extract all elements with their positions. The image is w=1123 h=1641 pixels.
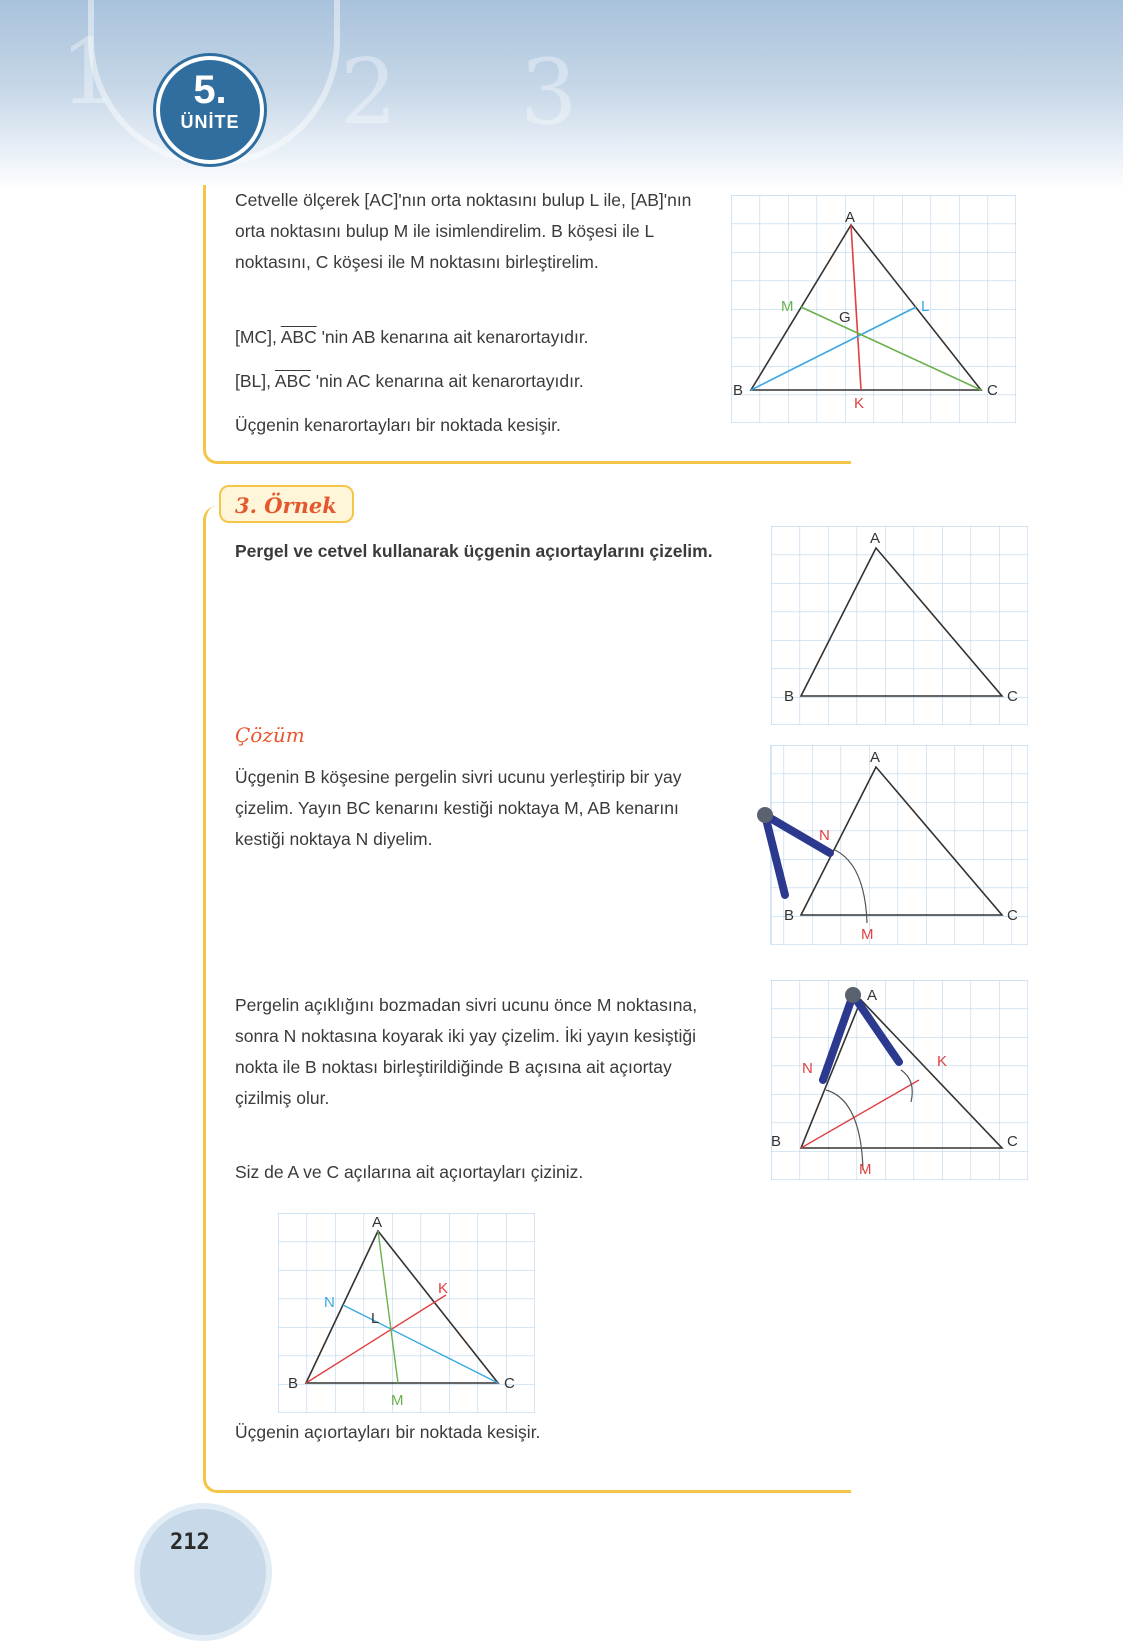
figure-bisector-b: [771, 980, 1028, 1180]
bl-suffix: 'nin AC kenarına ait kenarortayıdır.: [315, 371, 584, 391]
label-b: B: [288, 1375, 299, 1392]
label-a: A: [870, 749, 881, 766]
decorative-number: 2: [340, 40, 398, 145]
bisectors-conclusion: Üçgenin açıortayları bir noktada kesişir.: [235, 1422, 541, 1442]
label-m: M: [391, 1392, 404, 1409]
unit-label: ÜNİTE: [180, 112, 240, 132]
label-b: B: [733, 382, 744, 399]
grid-background: [771, 526, 1028, 725]
task-text: Siz de A ve C açılarına ait açıortayları çiziniz.: [235, 1162, 584, 1182]
label-m: M: [859, 1161, 872, 1178]
unit-badge: [160, 60, 260, 160]
figure-triangle: [771, 526, 1028, 725]
label-a: A: [372, 1214, 383, 1231]
label-l: L: [921, 298, 930, 315]
medians-conclusion: Üçgenin kenarortayları bir noktada kesişir.: [235, 415, 561, 435]
page-number-badge: [134, 1503, 272, 1641]
label-c: C: [1007, 1133, 1018, 1150]
mc-suffix: 'nin AB kenarına ait kenarortayıdır.: [321, 327, 589, 347]
label-m: M: [781, 298, 794, 315]
label-b: B: [784, 907, 795, 924]
mc-statement: [235, 322, 589, 353]
label-k: K: [937, 1053, 948, 1070]
label-n: N: [802, 1060, 813, 1077]
solution-title: Çözüm: [235, 723, 305, 747]
label-c: C: [987, 382, 998, 399]
label-c: C: [504, 1375, 515, 1392]
mc-prefix: [MC],: [235, 327, 277, 347]
decorative-number: 1: [60, 20, 118, 125]
bl-prefix: [BL],: [235, 371, 271, 391]
figure-all-bisectors: [278, 1213, 535, 1413]
page-number: 212: [170, 1530, 210, 1555]
label-c: C: [1007, 907, 1018, 924]
example-tag: 3. Örnek: [219, 485, 354, 523]
intro-paragraph: Cetvelle ölçerek [AC]'nın orta noktasını bulup L ile, [AB]'nın orta noktasını bulup M ile isimlendirelim. B köşesi ile L noktasını, C köşesi ile M noktasını birleştirelim.: [235, 190, 692, 272]
solution-step-2: Pergelin açıklığını bozmadan sivri ucunu önce M noktasına, sonra N noktasına koyarak iki yay çizelim. İki yayın kesiştiği nokta ile B noktası birleştirildiğinde B açısına ait açıortay çizilmiş olur.: [235, 995, 698, 1108]
label-a: A: [845, 209, 856, 226]
label-n: N: [324, 1294, 335, 1311]
grid-background: [771, 980, 1028, 1180]
compass-hinge: [757, 807, 773, 823]
bl-triangle: $\overline{ABC}$: [274, 371, 311, 391]
decorative-number: 3: [520, 40, 578, 145]
grid-background: [731, 195, 1016, 423]
figure-medians: [731, 195, 1016, 423]
figure-compass-arc: [755, 745, 1028, 945]
label-c: C: [1007, 688, 1018, 705]
label-m: M: [861, 926, 874, 943]
example-question: Pergel ve cetvel kullanarak üçgenin açıortaylarını çizelim.: [235, 541, 713, 561]
unit-number: 5.: [193, 68, 227, 112]
label-l: L: [371, 1310, 380, 1327]
label-k: K: [438, 1280, 449, 1297]
compass-hinge: [845, 987, 861, 1003]
label-a: A: [867, 987, 878, 1004]
label-n: N: [819, 827, 830, 844]
solution-step-1: Üçgenin B köşesine pergelin sivri ucunu yerleştirip bir yay çizelim. Yayın BC kenarını kestiği noktaya M, AB kenarını kestiği noktaya N diyelim.: [235, 767, 682, 849]
label-g: G: [839, 309, 851, 326]
label-k: K: [854, 395, 865, 412]
bl-statement: [235, 366, 584, 397]
label-b: B: [784, 688, 795, 705]
mc-triangle: $\overline{ABC}$: [280, 327, 317, 347]
label-b: B: [771, 1133, 782, 1150]
label-a: A: [870, 530, 881, 547]
